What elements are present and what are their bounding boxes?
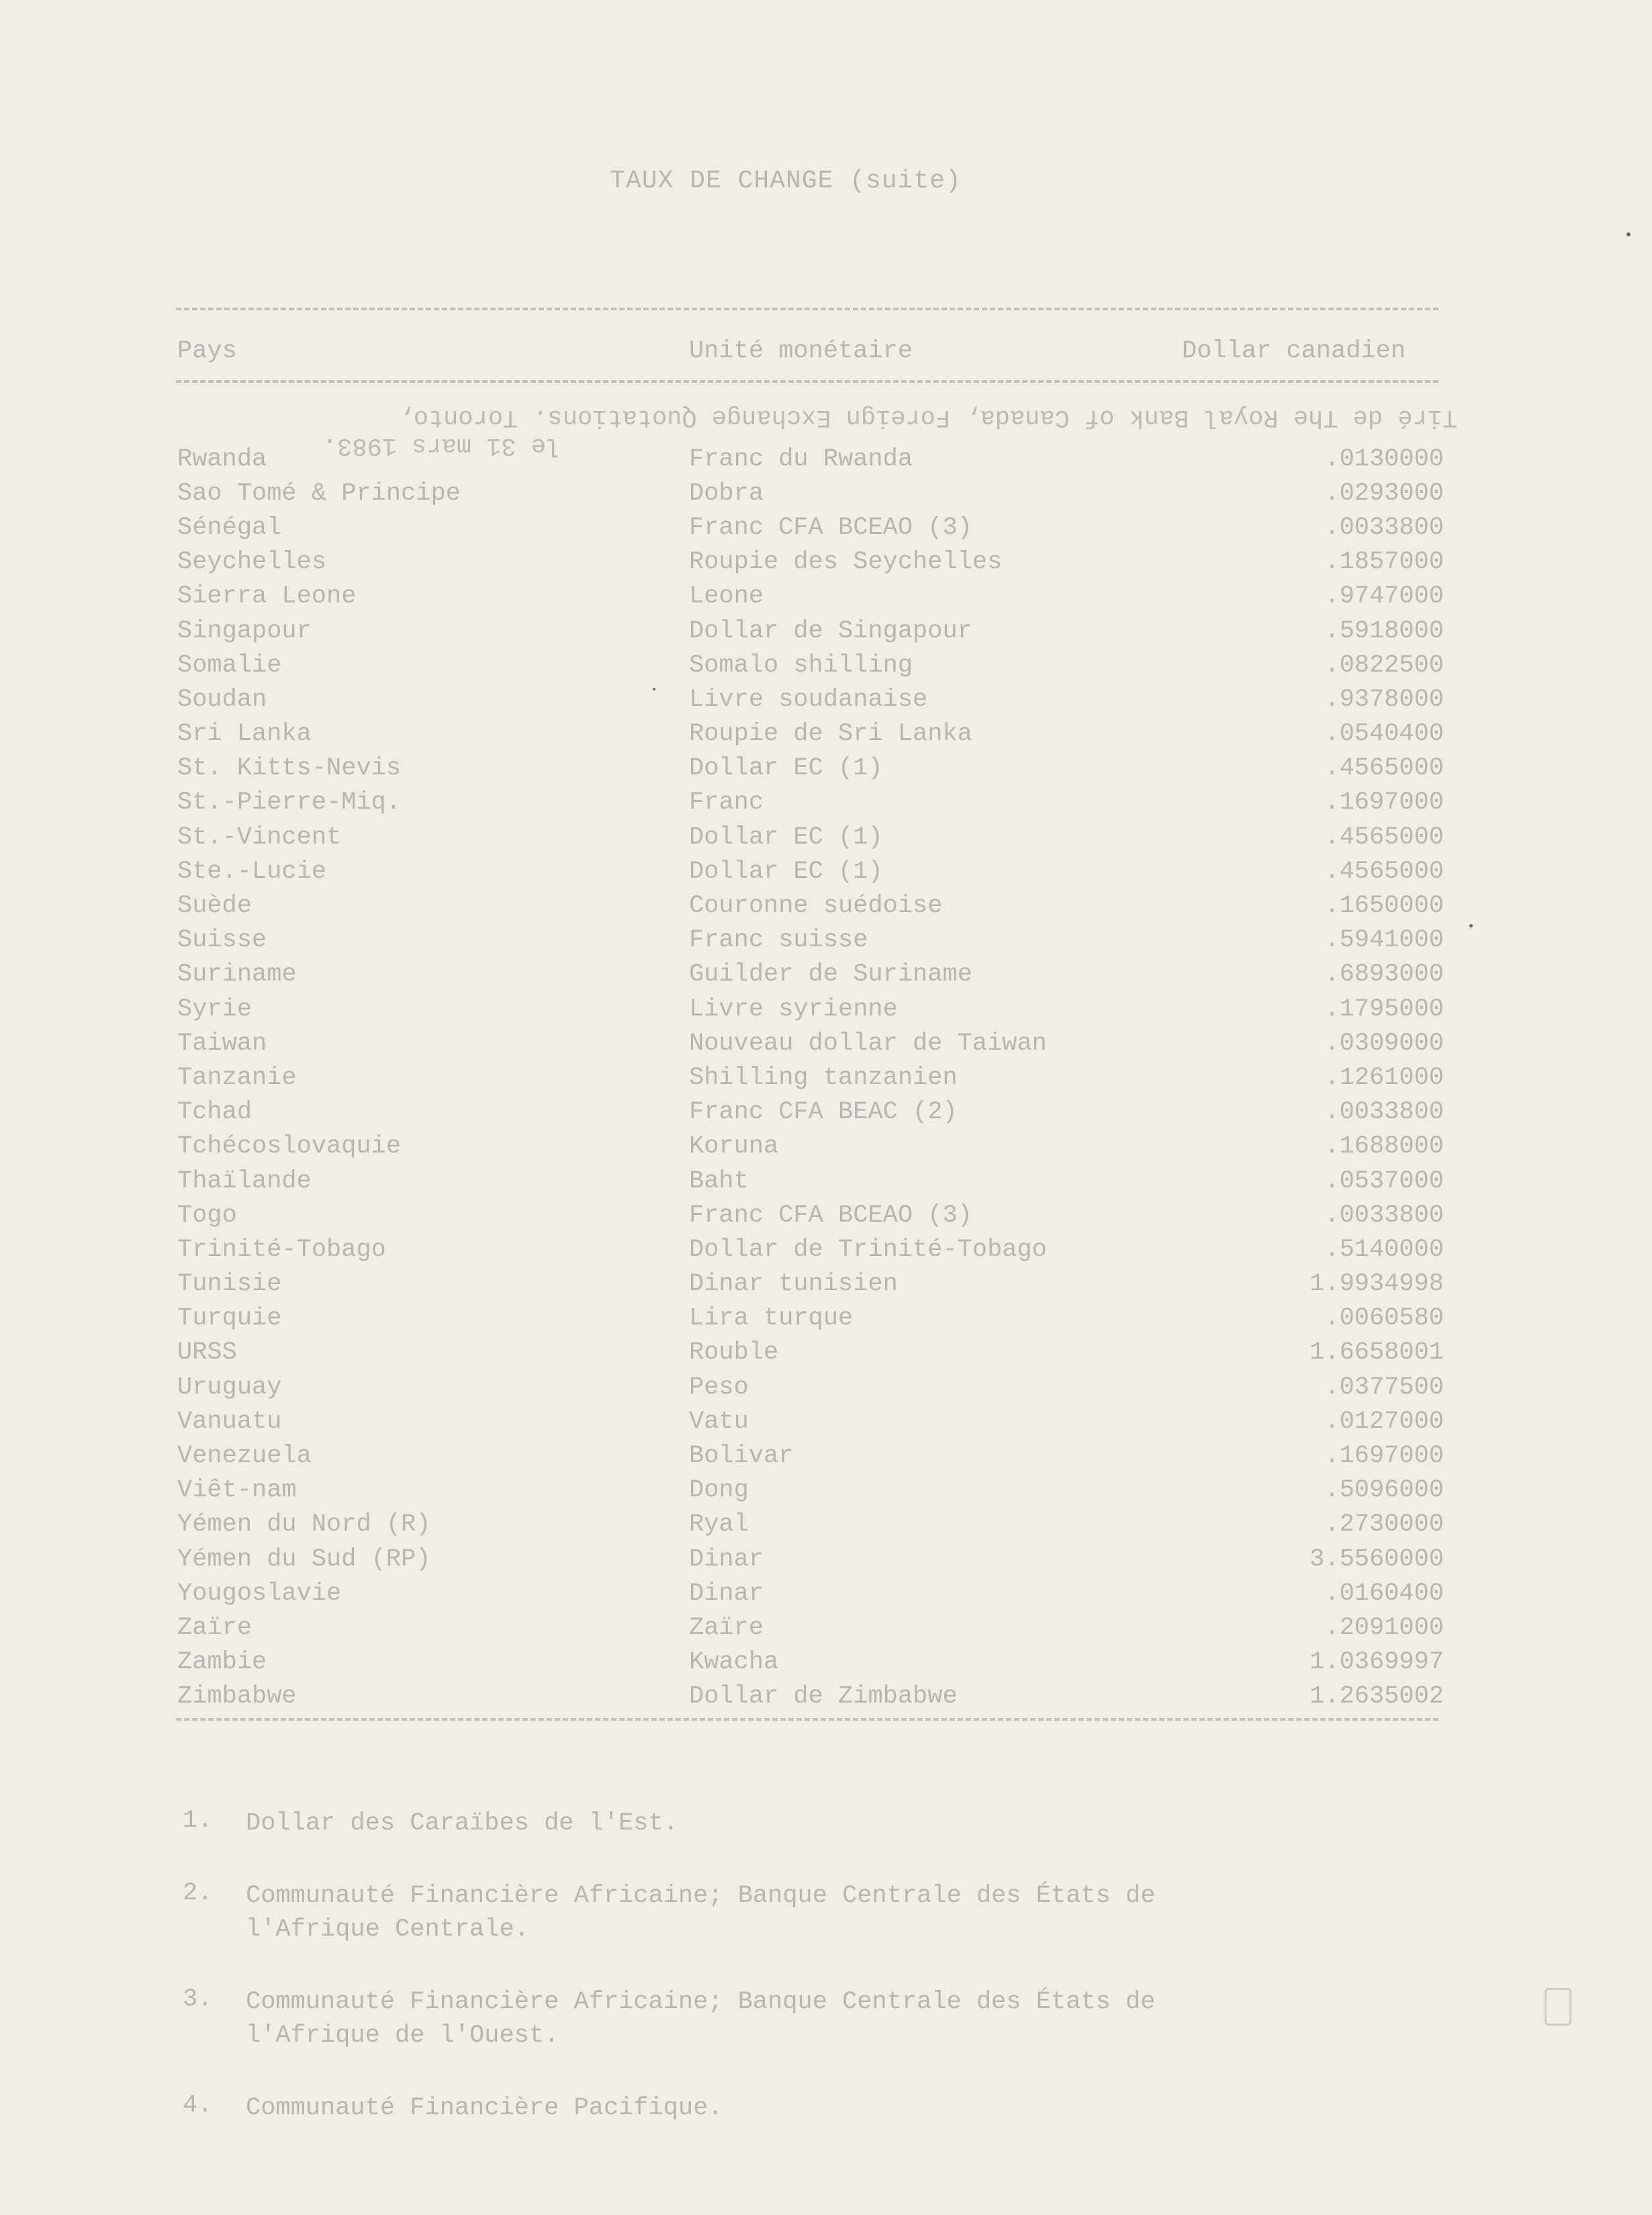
- page-stamp: [1545, 1988, 1571, 2026]
- rate-cell: .1261000: [1324, 1063, 1444, 1092]
- rate-cell: .1650000: [1324, 892, 1444, 921]
- currency-cell: Dinar tunisien: [689, 1270, 898, 1299]
- country-cell: Zimbabwe: [177, 1682, 297, 1711]
- table-row: [177, 580, 1444, 614]
- country-cell: Togo: [177, 1201, 237, 1230]
- currency-cell: Dong: [689, 1476, 749, 1505]
- table-row: [177, 1645, 1444, 1680]
- footnote-text: Communauté Financière Pacifique.: [246, 2094, 723, 2122]
- table-row: [177, 1164, 1444, 1198]
- country-cell: Singapour: [177, 617, 312, 645]
- currency-cell: Dollar de Trinité-Tobago: [689, 1235, 1047, 1264]
- currency-cell: Franc CFA BCEAO (3): [689, 1201, 972, 1230]
- rate-cell: .1697000: [1324, 788, 1444, 817]
- table-row: [177, 476, 1444, 510]
- country-cell: Syrie: [177, 995, 253, 1024]
- rate-cell: .5140000: [1324, 1235, 1444, 1264]
- footnote-text: Dollar des Caraïbes de l'Est.: [246, 1809, 678, 1838]
- table-row: [177, 442, 1444, 476]
- currency-cell: Guilder de Suriname: [689, 960, 972, 989]
- table-header-rule: [176, 380, 1438, 383]
- country-cell: Yémen du Sud (RP): [177, 1545, 431, 1574]
- country-cell: Uruguay: [177, 1373, 282, 1402]
- country-cell: Venezuela: [177, 1442, 312, 1471]
- table-row: [177, 889, 1444, 923]
- currency-cell: Rouble: [689, 1339, 779, 1367]
- table-row: [177, 786, 1444, 820]
- country-cell: Zambie: [177, 1648, 267, 1677]
- rate-cell: .1697000: [1324, 1442, 1444, 1471]
- rate-cell: 1.0369997: [1310, 1648, 1444, 1677]
- table-row: [177, 1542, 1444, 1576]
- rate-cell: .0540400: [1324, 720, 1444, 749]
- footnote-number: 4.: [183, 2091, 213, 2120]
- rate-cell: .2091000: [1324, 1613, 1444, 1642]
- currency-cell: Ryal: [689, 1510, 749, 1539]
- table-row: [177, 545, 1444, 580]
- country-cell: Tchad: [177, 1098, 253, 1127]
- rate-cell: .2730000: [1324, 1510, 1444, 1539]
- currency-cell: Livre syrienne: [689, 995, 898, 1024]
- rate-cell: .9378000: [1324, 685, 1444, 714]
- rate-cell: .0293000: [1324, 479, 1444, 508]
- country-cell: URSS: [177, 1339, 237, 1367]
- currency-cell: Dobra: [689, 479, 764, 508]
- rate-cell: .0033800: [1324, 1098, 1444, 1127]
- currency-cell: Franc CFA BCEAO (3): [689, 513, 972, 542]
- header-currency: Unité monétaire: [689, 337, 913, 365]
- currency-cell: Dinar: [689, 1579, 764, 1608]
- country-cell: Tanzanie: [177, 1063, 297, 1092]
- rate-cell: .5096000: [1324, 1476, 1444, 1505]
- country-cell: Tchécoslovaquie: [177, 1132, 402, 1161]
- currency-cell: Leone: [689, 582, 764, 611]
- ink-speck: [653, 688, 655, 690]
- rate-cell: 1.9934998: [1310, 1270, 1444, 1299]
- country-cell: Somalie: [177, 651, 282, 680]
- ink-speck: [1469, 924, 1473, 928]
- rate-cell: .0127000: [1324, 1407, 1444, 1436]
- country-cell: Trinité-Tobago: [177, 1235, 386, 1264]
- table-row: [177, 1302, 1444, 1336]
- country-cell: Suède: [177, 892, 253, 921]
- rate-cell: .5941000: [1324, 926, 1444, 955]
- rate-cell: 1.6658001: [1310, 1339, 1444, 1367]
- country-cell: St. Kitts-Nevis: [177, 754, 402, 783]
- country-cell: Suisse: [177, 926, 267, 955]
- country-cell: Vanuatu: [177, 1407, 282, 1436]
- currency-cell: Dollar EC (1): [689, 857, 883, 886]
- header-rate: Dollar canadien: [1182, 337, 1406, 365]
- country-cell: Ste.-Lucie: [177, 857, 327, 886]
- currency-cell: Livre soudanaise: [689, 685, 928, 714]
- rate-cell: .1857000: [1324, 548, 1444, 577]
- country-cell: Soudan: [177, 685, 267, 714]
- footnote: [183, 1879, 1186, 1946]
- currency-cell: Peso: [689, 1373, 749, 1402]
- country-cell: Taiwan: [177, 1029, 267, 1058]
- currency-cell: Shilling tanzanien: [689, 1063, 958, 1092]
- table-row: [177, 958, 1444, 992]
- table-row: [177, 820, 1444, 854]
- table-row: [177, 1680, 1444, 1714]
- currency-cell: Franc: [689, 788, 764, 817]
- currency-cell: Couronne suédoise: [689, 892, 943, 921]
- ink-speck: [1626, 232, 1631, 236]
- rate-cell: .0130000: [1324, 445, 1444, 473]
- footnote: [183, 1985, 1186, 2052]
- country-cell: Viêt-nam: [177, 1476, 297, 1505]
- country-cell: Sao Tomé & Principe: [177, 479, 461, 508]
- country-cell: St.-Vincent: [177, 823, 342, 852]
- footnote-number: 3.: [183, 1985, 213, 2014]
- currency-cell: Nouveau dollar de Taiwan: [689, 1029, 1047, 1058]
- currency-cell: Roupie de Sri Lanka: [689, 720, 972, 749]
- rate-cell: .4565000: [1324, 857, 1444, 886]
- table-row: [177, 1095, 1444, 1130]
- rate-cell: .5918000: [1324, 617, 1444, 645]
- country-cell: Tunisie: [177, 1270, 282, 1299]
- table-row: [177, 1232, 1444, 1267]
- country-cell: Sierra Leone: [177, 582, 357, 611]
- rate-cell: .0060580: [1324, 1304, 1444, 1333]
- table-bottom-rule: [176, 1718, 1438, 1721]
- table-row: [177, 923, 1444, 958]
- table-row: [177, 1198, 1444, 1232]
- table-row: [177, 1267, 1444, 1302]
- footnote-number: 1.: [183, 1807, 213, 1835]
- country-cell: Suriname: [177, 960, 297, 989]
- rate-cell: .6893000: [1324, 960, 1444, 989]
- rate-cell: .0822500: [1324, 651, 1444, 680]
- currency-cell: Somalo shilling: [689, 651, 913, 680]
- page-title: TAUX DE CHANGE (suite): [610, 167, 962, 195]
- footnote-number: 2.: [183, 1879, 213, 1907]
- country-cell: St.-Pierre-Miq.: [177, 788, 402, 817]
- table-row: [177, 1508, 1444, 1542]
- country-cell: Seychelles: [177, 548, 327, 577]
- table-row: [177, 1026, 1444, 1060]
- table-row: [177, 682, 1444, 717]
- table-row: [177, 1060, 1444, 1095]
- table-row: [177, 510, 1444, 545]
- footnote-text: Communauté Financière Africaine; Banque Centrale des États de l'Afrique de l'Ouest.: [246, 1988, 1156, 2050]
- country-cell: Zaïre: [177, 1613, 253, 1642]
- currency-cell: Baht: [689, 1167, 749, 1195]
- footnote: [183, 2091, 1186, 2125]
- currency-cell: Kwacha: [689, 1648, 779, 1677]
- rate-cell: .9747000: [1324, 582, 1444, 611]
- bleed-through-line-2: le 31 mars 1983.: [322, 431, 561, 459]
- country-cell: Turquie: [177, 1304, 282, 1333]
- currency-cell: Dollar EC (1): [689, 754, 883, 783]
- rate-cell: .0160400: [1324, 1579, 1444, 1608]
- rate-cell: .4565000: [1324, 823, 1444, 852]
- currency-cell: Franc CFA BEAC (2): [689, 1098, 958, 1127]
- currency-cell: Franc du Rwanda: [689, 445, 913, 473]
- exchange-rate-table: [177, 442, 1444, 1714]
- country-cell: Sri Lanka: [177, 720, 312, 749]
- currency-cell: Bolivar: [689, 1442, 794, 1471]
- rate-cell: .0033800: [1324, 513, 1444, 542]
- table-row: [177, 752, 1444, 786]
- table-row: [177, 1474, 1444, 1508]
- table-row: [177, 1370, 1444, 1404]
- country-cell: Sénégal: [177, 513, 282, 542]
- country-cell: Yémen du Nord (R): [177, 1510, 431, 1539]
- table-row: [177, 1336, 1444, 1370]
- header-country: Pays: [177, 337, 237, 365]
- footnote: [183, 1807, 1186, 1840]
- table-row: [177, 992, 1444, 1026]
- table-top-rule: [176, 308, 1438, 310]
- rate-cell: .0377500: [1324, 1373, 1444, 1402]
- footnotes: [183, 1807, 1186, 2164]
- currency-cell: Dinar: [689, 1545, 764, 1574]
- currency-cell: Dollar EC (1): [689, 823, 883, 852]
- currency-cell: Dollar de Zimbabwe: [689, 1682, 958, 1711]
- rate-cell: .4565000: [1324, 754, 1444, 783]
- currency-cell: Dollar de Singapour: [689, 617, 972, 645]
- currency-cell: Lira turque: [689, 1304, 854, 1333]
- country-cell: Yougoslavie: [177, 1579, 342, 1608]
- table-row: [177, 648, 1444, 682]
- table-row: [177, 717, 1444, 752]
- table-row: [177, 1130, 1444, 1164]
- rate-cell: .0309000: [1324, 1029, 1444, 1058]
- table-row: [177, 854, 1444, 889]
- table-row: [177, 614, 1444, 648]
- currency-cell: Roupie des Seychelles: [689, 548, 1003, 577]
- table-row: [177, 1611, 1444, 1645]
- rate-cell: .1795000: [1324, 995, 1444, 1024]
- table-row: [177, 1439, 1444, 1473]
- rate-cell: .0033800: [1324, 1201, 1444, 1230]
- currency-cell: Koruna: [689, 1132, 779, 1161]
- currency-cell: Franc suisse: [689, 926, 868, 955]
- table-row: [177, 1576, 1444, 1611]
- country-cell: Rwanda: [177, 445, 267, 473]
- country-cell: Thaïlande: [177, 1167, 312, 1195]
- rate-cell: 1.2635002: [1310, 1682, 1444, 1711]
- rate-cell: 3.5560000: [1310, 1545, 1444, 1574]
- bleed-through-line-1: Tiré de The Royal Bank of Canada, Foreign Exchange Quotations. Toronto,: [398, 403, 1457, 431]
- rate-cell: .1688000: [1324, 1132, 1444, 1161]
- rate-cell: .0537000: [1324, 1167, 1444, 1195]
- currency-cell: Vatu: [689, 1407, 749, 1436]
- table-row: [177, 1404, 1444, 1439]
- currency-cell: Zaïre: [689, 1613, 764, 1642]
- footnote-text: Communauté Financière Africaine; Banque Centrale des États de l'Afrique Centrale.: [246, 1882, 1156, 1944]
